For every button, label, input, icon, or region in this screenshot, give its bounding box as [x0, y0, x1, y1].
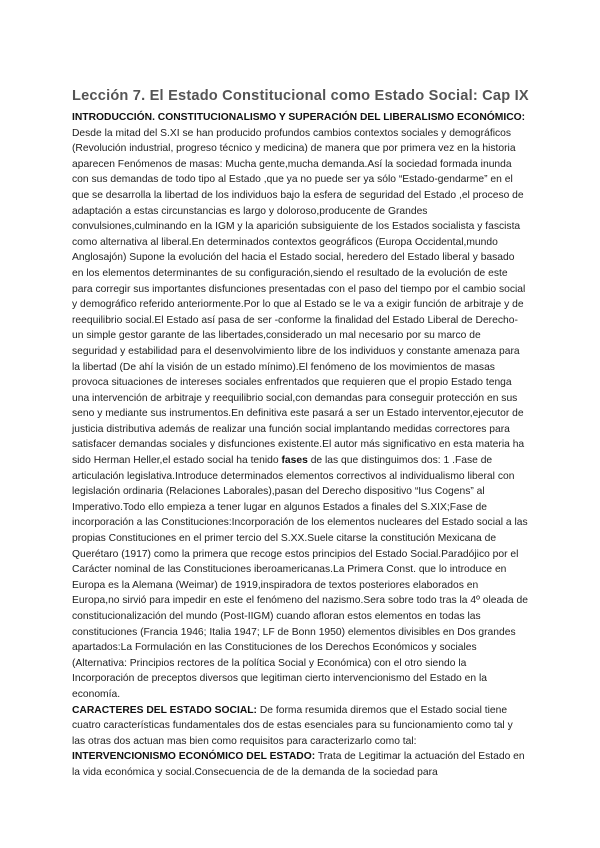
- section-text: Trata de Legitimar la actuación del Estado en la vida económica y social.Consecuencia de de la demanda de la sociedad para: [72, 751, 525, 778]
- section-heading-introduccion: INTRODUCCIÓN. CONSTITUCIONALISMO Y SUPERACIÓN DEL LIBERALISMO ECONÓMICO:: [72, 112, 526, 123]
- section-text: Desde la mitad del S.XI se han producido profundos cambios contextos sociales y demográficos (Revolución industrial, progreso técnico y medicina) de manera que por primera vez en la historia aparecen Fenómenos de masas: Mucha gente,mucha demanda.Así la sociedad formada inunda con sus demandas de todo tipo al Estado ,que ya no puede ser ya sólo “Estado-gendarme” en el que se desarrolla la libertad de los individuos bajo la esfera de seguridad del Estado ,el proceso de adaptación a estas circunstancias es largo y doloroso,producente de Grandes convulsiones,culminando en la IGM y la aparición subsiguiente de los Estados socialista y fascista como alternativa al liberal.En determinados contextos geográficos (Europa Occidental,mundo Anglosajón) Supone la evolución del hacia el Estado social, heredero del Estado liberal y basado en los elementos determinantes de su configuración,siendo el resultado de la evolución de este para corregir sus importantes disfunciones presentadas con el paso del tiempo por el cambio social y demográfico referido anteriormente.Por lo que al Estado se le va a exigir función de arbitraje y de reequilibrio social.El Estado así pasa de ser -conforme la finalidad del Estado Liberal de Derecho- un simple gestor garante de las libertades,considerado un mal necesario por su marco de seguridad y estabilidad para el desenvolvimiento libre de los individuos y constante amenaza para la libertad (De ahí la visión de un estado mínimo).El fenómeno de los movimientos de masas provoca situaciones de intereses sociales enfrentados que requieren que el propio Estado tenga una intervención de arbitraje y reequilibrio social,con demandas para conseguir protección en sus seno y mediante sus instrumentos.En definitiva este pasará a ser un Estado interventor,ejecutor de justicia distributiva además de realizar una función social implantando medidas correctores para satisfacer demandas sociales y disfunciones existente.El autor más significativo en esta materia ha sido Herman Heller,el estado social ha tenido: [72, 127, 526, 467]
- bold-term-fases: fases: [281, 455, 308, 467]
- section-heading-caracteres: CARACTERES DEL ESTADO SOCIAL:: [72, 704, 257, 716]
- document-body: [72, 110, 528, 781]
- document-title: Lección 7. El Estado Constitucional como Estado Social: Cap IX: [72, 88, 529, 104]
- section-heading-intervencionismo: INTERVENCIONISMO ECONÓMICO DEL ESTADO:: [72, 751, 316, 763]
- section-text: De forma resumida diremos que el Estado social tiene cuatro características fundamentales dos de estas esenciales para su funcionamiento como tal y las otras dos actuan mas bien como requisitos para caracterizarlo como tal:: [72, 704, 513, 747]
- paragraph-intervencionismo: [72, 749, 528, 780]
- section-text: de las que distinguimos dos: 1 .Fase de articulación legislativa.Introduce determinados elementos correctivos al individualismo liberal con legislación ordinaria (Relaciones Laborales),pasan del Derecho dispositivo “Ius Cogens” al Imperativo.Todo ello empieza a tener lugar en algunos Estados a finales del S.XIX;Fase de incorporación a las Constituciones:Incorporación de los elementos nucleares del Estado social a las propias Constituciones en el primer tercio del S.XX.Suele citarse la constitución Mexicana de Querétaro (1917) como la primera que recoge estos principios del Estado Social.Paradójico por el Carácter nominal de las Constituciones iberoamericanas.La Primera Const. que lo introduce en Europa es la Alemana (Weimar) de 1919,inspiradora de textos posteriores elaborados en Europa,no sirvió para impedir en este el fenómeno del nazismo.Sera sobre todo tras la 4º oleada de constitucionalización del mundo (Post-IIGM) cuando afloran estos elementos en todas las constituciones (Francia 1946; Italia 1947; LF de Bonn 1950) elementos divisibles en Dos grandes apartados:La Formulación en las Constituciones de los Derechos Económicos y sociales (Alternativa: Principios rectores de la política Social y Económica) con el otro siendo la Incorporación de preceptos diversos que legitiman cierto intervencionismo del Estado en la economía.: [72, 455, 528, 700]
- paragraph-caracteres: [72, 703, 528, 750]
- paragraph-introduccion: [72, 110, 528, 703]
